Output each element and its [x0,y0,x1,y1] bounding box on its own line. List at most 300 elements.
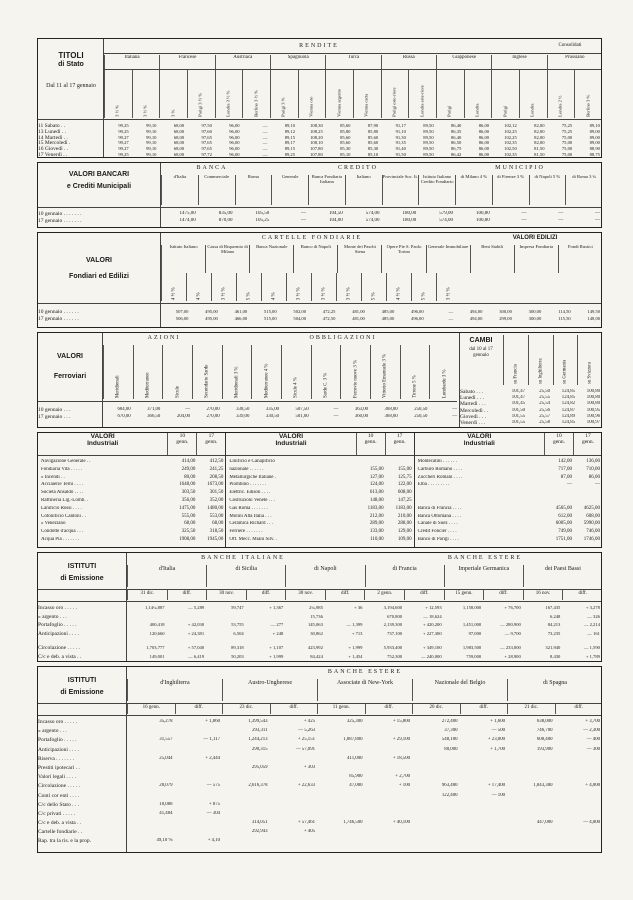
industriali-row [415,529,602,537]
cambi-cell: 101,45 [511,401,525,407]
industriali-value: 746,00 [586,529,600,535]
istituti-emissione-table-1 [37,552,602,662]
industriali-row [38,537,225,545]
fondiari-cell: 485,00 [381,316,395,321]
emissione1-cell: 423,992 [307,645,323,650]
bancari-col-8 [455,175,492,205]
cambi-col-0 [503,335,528,385]
banche-italiane-header: BANCHE ITALIANE [201,555,285,561]
titoli-row-label: 11 Sabato . . [38,123,66,129]
bancari-col-label: di Firenze 3 % [497,175,525,179]
bancari-cell: 870,00 [218,218,233,223]
titoli-cell: 68,00 [173,128,185,134]
industriali-name: Montecatini . . . . . . [417,459,457,464]
titoli-cell: 97,50 [201,123,212,128]
titoli-cell: 96,00 [229,128,240,134]
titoli-cell: 81,50 [534,151,545,157]
emissione2-cell [222,793,270,802]
fondiari-cell: 300,00 [528,316,542,321]
fondiari-cell: 506,00 [175,316,189,321]
industriali-value: 87,00 [560,474,572,480]
fondiari-group-9 [558,245,602,273]
industriali-value [358,459,386,467]
industriali-value: 110,00 [370,536,384,542]
fondiari-cell: 466,00 [234,316,248,321]
cambi-cell: 25,55 [539,395,550,401]
emissione2-cells [127,756,602,765]
valori-ferroviari-table [37,332,602,428]
emissione2-row-label: Anticipazioni . . . . [38,746,79,753]
industriali-name: Banca di Francia . . . . [417,505,462,511]
emissione1-cell: 84,213 [547,622,561,627]
emissione2-cell: 47,000 [349,783,363,789]
ferroviari-col-1 [133,345,163,399]
emissione2-cell [127,820,175,829]
consolidati-header: Consolidati [558,43,582,48]
industriali-row [226,537,413,545]
ferroviari-cell: 250,50 [414,407,428,412]
industriali-value: 249,00 [181,466,196,472]
fondiari-rate-5 [286,273,311,301]
emissione1-date: diff. [483,590,523,600]
emissione2-cell [365,829,413,838]
titoli-country-label: Spagnuola [287,55,309,60]
bancari-cell: 100,80 [476,218,490,223]
emissione2-date: diff. [365,704,413,714]
emissione1-cell [167,614,207,623]
emissione2-cell: 292,943 [251,829,268,835]
industriali-value: 1908,00 [179,536,196,542]
emissione2-cell [460,756,508,765]
industriali-title: VALORI [278,433,304,440]
industriali-value: 1751,00 [555,536,572,542]
emissione1-cell: 15,736 [310,613,323,619]
titoli-cell: 102,50 [504,146,517,152]
bancari-cell: 180,00 [402,218,417,223]
cambi-cell: 100,80 [586,389,600,394]
bancari-cells [161,218,602,225]
industriali-value [574,490,602,498]
emissione1-cell: 752,300 [387,653,403,659]
emissione2-date: diff. [460,704,508,714]
cambi-cell: 124,85 [561,395,575,401]
industriali-value: 127,00 [369,474,384,480]
bancari-col-label: di Milano 4 % [460,175,488,179]
emissione2-cell [365,728,413,737]
emissione2-cell [507,756,555,765]
industriali-date-header [196,433,225,455]
emissione2-cell: 193,900 [536,746,553,752]
bancari-col-7 [418,175,455,205]
ferroviari-cell: 363,00 [354,407,369,412]
titoli-cell: 82,00 [534,128,545,134]
titoli-subcol-label: 3 ½ % [142,105,148,117]
industriali-value: — [594,482,600,488]
emissione1-cell: — 233,000 [500,645,521,650]
industriali-name: Fondiaria Vita . . . . . [41,466,83,472]
emissione2-cell: + 405 [303,829,315,835]
emissione2-cell: + 100 [398,783,410,789]
fondiari-group-label: Cassa di Risparmio di Milano [207,245,248,254]
industriali-month: genn. [364,439,377,445]
emissione1-cell: 6,504 [233,630,244,636]
emissione2-date: diff. [270,704,318,714]
industriali-value: 325,50 [181,529,196,535]
titoli-subcol-label: Parigi [502,106,508,117]
emissione1-cell: 6,248 [550,613,561,619]
emissione1-date: 15 genn. [444,590,484,600]
industriali-title: VALORI [467,433,492,440]
titoli-cell: 89,50 [423,151,434,157]
emissione1-date: 16 nov. [523,590,563,600]
emissione2-cell: — 300 [586,746,600,752]
fondiari-rate-9 [386,273,411,301]
titoli-country-label: Giapponese [452,55,476,60]
fondiari-rate-label: 4 ½ % [396,287,402,300]
industriali-name: Ceramica Richard . . . [229,521,274,527]
emissione2-bank: d'Inghilterra [127,679,222,701]
emissione1-cell: + 1,999 [348,645,363,650]
emissione1-cell [444,614,484,623]
fondiari-rate-0 [161,273,186,301]
fondiari-group-label: Monte dei Paschi Siena [343,245,376,254]
titoli-cell: 85,30 [340,146,351,152]
industriali-name: Crédit Foncier . . . . [417,529,457,535]
cambi-col-label: su Francia [513,364,519,384]
emissione2-cell [222,774,270,783]
emissione2-cell [127,728,175,737]
emissione2-cell [175,829,223,838]
emissione2-cell [317,838,365,847]
titoli-cell: 97,60 [201,128,212,134]
titoli-subcol-10 [381,70,409,118]
emissione1-cells [127,645,602,654]
emissione1-date: diff. [246,590,286,600]
titoli-cell: 86,00 [478,123,490,128]
emissione2-date: 23 dic. [222,704,270,714]
titoli-subcol-label: Vienna oro [308,96,314,117]
emissione1-cell: 145,063 [307,622,323,627]
titoli-cell: 89,10 [589,123,600,128]
industriali-row [38,529,225,537]
titoli-subcol-label: Parigi 3 ½ % [197,93,203,117]
emissione1-bank: di Francia [365,565,444,587]
emissione1-cells [127,605,602,614]
industriali-name: Canale di Suez . . . . [417,521,458,527]
emissione2-title: ISTITUTI [67,677,97,684]
titoli-subcol-4 [215,70,243,118]
emissione2-cell: — 500 [491,728,505,734]
industriali-value [574,498,602,506]
emissione2-cell [175,728,223,737]
ferroviari-col-9 [370,345,400,399]
emissione2-cell: 608,400 [536,737,553,743]
emissione2-date: diff. [555,704,603,714]
titoli-cell: 68,00 [173,146,185,152]
emissione2-banks-row [127,679,602,701]
emissione1-cells [127,622,602,631]
emissione2-cell [317,765,365,774]
emissione1-cell: + 76,700 [504,605,521,610]
ferroviari-col-0 [103,345,133,399]
emissione1-cell: 5,933,400 [383,645,403,650]
industriali-row [38,498,225,506]
fondiari-group-label: Banco di Napoli [300,245,331,249]
industriali-value: 303,50 [181,490,196,496]
bancari-cell: 579,00 [439,211,453,216]
emissione2-cell [317,728,365,737]
bancari-row-label: 17 gennaio . . . . . . . [38,218,82,224]
titoli-country-label: Inglese [512,55,527,60]
bancari-cell: 574,00 [365,218,380,223]
industriali-value [546,490,574,498]
emissione1-cell: — 6,419 [188,653,205,659]
ferroviari-cell: 684,00 [117,407,131,412]
emissione1-cell: 759,000 [466,653,482,659]
cambi-rows [460,389,602,426]
titoli-cell: 97,65 [201,140,212,146]
emissione2-row [38,719,602,728]
emissione2-bank: di Spagna [507,679,602,701]
emissione1-row-label: » argento . . . [38,613,67,620]
industriali-month: genn. [176,439,189,445]
emissione2-cell [127,829,175,838]
emissione2-row-label: Rap. tra la ris. e la prop. [38,838,91,845]
titoli-countries-row [104,55,602,69]
industriali-group-header [38,433,225,456]
industriali-row [415,537,602,545]
emissione2-cell [412,829,460,838]
emissione1-cell: — 280,900 [500,622,521,627]
titoli-cell: 85,60 [340,134,351,140]
titoli-cell: 99,25 [118,128,129,134]
titoli-cell: 89,00 [589,140,600,146]
industriali-group-3 [414,433,602,548]
bancari-col-label: Roma [247,175,259,179]
titoli-row-label: 16 Giovedì . . [38,146,69,152]
emissione2-cells [127,793,602,802]
emissione1-cell: 3,194,600 [383,605,403,610]
fondiari-group-1 [205,245,249,273]
titoli-cell: 89,50 [423,140,434,146]
industriali-value: 86,00 [588,474,600,480]
ferroviari-col-label: Ferrovie nuove 3 % [353,360,359,398]
titoli-cell: 85,30 [367,146,379,152]
industriali-row [415,514,602,522]
industriali-row [38,482,225,490]
industriali-day: 10 [367,433,374,439]
emissione1-row [38,654,602,663]
bancari-col-5 [345,175,382,205]
industriali-value: 125,75 [397,474,412,480]
industriali-value: 608,00 [397,490,412,496]
titoli-cell: 91,17 [395,123,406,128]
emissione1-cell: + 12,593 [425,605,442,610]
industriali-row [415,490,602,498]
emissione2-cell: 85,900 [349,774,363,780]
obbligazioni-header: OBBLIGAZIONI [309,335,377,341]
emissione2-cell: + 25,151 [297,737,315,743]
bancari-title: VALORI BANCARI [68,171,130,178]
emissione2-cell: 746,700 [536,728,553,734]
industriali-group-2 [225,433,413,548]
titoli-country-0 [104,55,159,69]
ferroviari-cols-row [103,345,459,399]
titoli-subcol-label: Parigi [446,106,452,117]
cartelle-header: CARTELLE FONDIARIE [261,235,363,241]
fondiari-rate-label: 5 % [246,292,252,300]
titoli-cell: 91,40 [395,146,406,152]
emissione2-row-label: Incasso oro . . . . . [38,719,77,725]
emissione2-cell [127,765,175,774]
industriali-name: Off. Mecc. Miani Silv. . [229,536,277,542]
emissione2-cell [270,811,318,820]
industriali-row [415,506,602,514]
bancari-subtitle: e Crediti Municipali [66,183,132,190]
bancari-cell: 1474,00 [179,218,196,223]
emissione2-row [38,820,602,829]
fondiari-row [38,309,602,316]
emissione2-cell: 31,557 [159,737,173,743]
ferroviari-cell: — [333,407,339,412]
titoli-cell: 75,25 [561,128,573,134]
fondiari-cell: 299,00 [499,316,512,321]
titoli-cell: 86,00 [478,146,490,152]
emissione1-cells [127,614,602,623]
emissione2-cell: 272,400 [441,719,458,724]
industriali-month: genn. [581,439,595,445]
industriali-body [415,456,602,545]
industriali-value: 1475,00 [179,505,196,511]
industriali-value: 710,00 [586,466,600,472]
emissione2-cell: + 22,633 [297,783,315,789]
emissione2-cell: — 2,300 [583,728,600,734]
emissione2-cell [222,802,270,811]
ferroviari-cell: 368,00 [384,407,398,412]
industriali-value: 142,00 [558,459,572,464]
titoli-cell: 75,00 [561,134,573,140]
emissione2-cell: + 4,10 [207,838,220,844]
titoli-cell: — [262,151,268,157]
industriali-name: » Veneziano [41,521,66,527]
emissione2-cells [127,765,602,774]
industriali-row [415,459,602,467]
emissione2-cell: 1,843,300 [533,783,553,789]
emissione1-cell: 400,418 [149,622,165,627]
bancari-cell: 104,50 [329,211,343,216]
cambi-row-label: Mercoledì . . [460,407,489,414]
titoli-subcol-16 [547,70,575,118]
emissione2-cell [507,829,555,838]
emissione2-cell [317,829,365,838]
ferroviari-col-label: Lombarde 3 % [442,369,448,398]
titoli-subcol-label: Londra 2 ½ [557,95,563,117]
industriali-value: 555,00 [181,513,196,519]
industriali-group-header [226,433,413,456]
fondiari-group-8 [514,245,558,273]
titoli-cell: 102,12 [504,123,517,128]
ferroviari-col-11 [429,345,459,399]
cambi-cell: 25,50 [539,389,550,394]
emissione1-date: diff. [325,590,365,600]
titoli-cell: 99,25 [118,123,129,128]
titoli-subcol-label: Berlino 3 ½ % [253,90,259,117]
titoli-cell: 68,00 [173,151,185,157]
titoli-cell: 89,10 [284,123,296,128]
industriali-value [386,459,414,467]
titoli-cell: 86,75 [451,146,462,152]
emissione2-row [38,747,602,756]
industriali-value: 147,25 [397,497,412,503]
cambi-cell: 124,87 [561,407,575,413]
titoli-cell: 86,00 [478,134,490,140]
industriali-columns [38,433,602,548]
cambi-col-2 [553,335,578,385]
emissione1-row [38,631,602,640]
titoli-cell: 75,25 [561,123,573,128]
industriali-value: 109,00 [397,536,412,542]
titoli-cell: 85,10 [367,151,379,157]
fondiari-groups-row [161,245,602,273]
industriali-name: Raffineria Lig.-Lomb. . [41,497,88,503]
ferroviari-cell: — [452,414,458,419]
industriali-value: 124,00 [369,482,384,488]
titoli-cell: 99,27 [118,140,129,146]
fondiari-row-label: 17 gennaio . . . . . . [38,316,79,322]
titoli-country-8 [547,55,602,69]
fondiari-rate-7 [336,273,361,301]
emissione2-cell: 35,278 [159,719,173,724]
bancari-col-3 [271,175,308,205]
titoli-subtitle: di Stato [58,61,84,68]
titoli-country-1 [159,55,214,69]
ferroviari-cell: 338,50 [236,407,250,412]
emissione2-cells [127,747,602,756]
ferroviari-cell: 368,00 [384,414,398,419]
emissione1-cell: + 1,999 [269,653,284,659]
industriali-row [226,506,413,514]
titoli-cell: 85,60 [340,123,351,128]
industriali-day: 17 [208,433,215,439]
industriali-value: 129,00 [397,529,412,535]
emissione2-cells [127,838,602,847]
industriali-value: 1673,00 [207,482,224,488]
emissione2-row [38,737,602,746]
industriali-value: — [566,482,572,488]
emissione1-bank: di Napoli [285,565,364,587]
emissione2-cell [365,811,413,820]
fondiari-group-label: Generale Immobiliare [427,245,469,249]
industriali-name: Navigazione Generale . . [41,459,91,464]
titoli-cell: 86,00 [478,128,490,134]
emissione1-cell: 2¼,985 [309,605,323,610]
fondiari-group-4 [337,245,381,273]
titoli-subcol-7 [298,70,326,118]
ferroviari-col-7 [311,345,341,399]
emissione2-cell [460,838,508,847]
emissione1-cell: + 248 [272,630,284,636]
emissione1-cell: 89,318 [231,645,244,650]
fondiari-rate-label: 3 ½ % [346,287,352,300]
emissione2-cell: — 575 [206,783,220,789]
emissione2-row [38,802,602,811]
industriali-row [38,521,225,529]
emissione2-cells [127,811,602,820]
industriali-value: 212,00 [369,513,384,519]
fondiari-group-5 [381,245,425,273]
emissione2-cell: 295,059 [251,764,268,770]
industriali-value: 241,25 [209,466,224,472]
